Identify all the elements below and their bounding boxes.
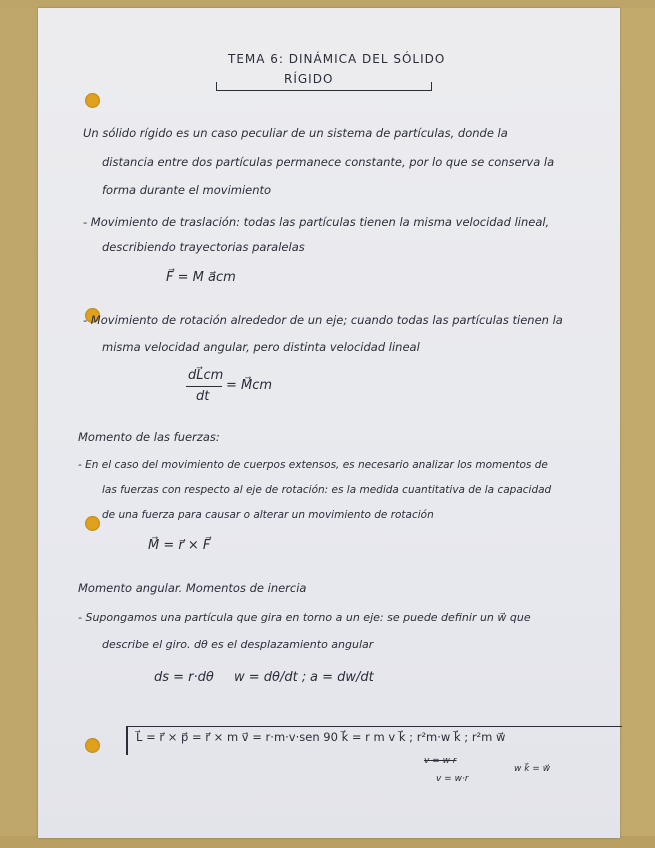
momento-fuerzas-line-1: - En el caso del movimiento de cuerpos extensos, es necesario analizar los momentos de [78, 459, 548, 471]
title-underline [216, 82, 432, 91]
punch-hole-3 [85, 516, 100, 531]
note-struck: v = w r [424, 756, 457, 766]
note-wk-w: w k⃗ = w⃗ [514, 764, 551, 774]
formula-rotacion-numerator: dL⃗cm [188, 368, 224, 383]
rotacion-line-1: - Movimiento de rotación alrededor de un eje; cuando todas las partículas tienen la [83, 313, 563, 327]
momento-angular-line-1: - Supongamos una partícula que gira en torno a un eje: se puede definir un w⃗ que [78, 611, 531, 624]
momento-fuerzas-heading: Momento de las fuerzas: [78, 430, 220, 444]
formula-momento-fuerzas: M⃗ = r⃗ × F⃗ [148, 538, 211, 553]
punch-hole-bottom [85, 738, 100, 753]
fraction-bar [186, 386, 222, 387]
traslacion-line-2: describiendo trayectorias paralelas [102, 240, 305, 254]
rotacion-line-2: misma velocidad angular, pero distinta velocidad lineal [102, 340, 420, 354]
formula-w: w = dθ/dt ; [234, 670, 307, 685]
momento-fuerzas-line-2: las fuerzas con respecto al eje de rotación: es la medida cuantitativa de la capacidad [102, 484, 552, 496]
intro-line-3: forma durante el movimiento [102, 183, 272, 197]
momento-angular-line-2: describe el giro. dθ es el desplazamiento angular [102, 638, 374, 651]
formula-angular-momentum: L⃗ = r⃗ × p⃗ = r⃗ × m v⃗ = r·m·v·sen 90 k⃗ = r m v k⃗ ; r²m·w k⃗ ; r²m w⃗ [136, 730, 506, 744]
formula-a: a = dw/dt [310, 670, 374, 685]
page-title-line2: RÍGIDO [284, 72, 334, 86]
paper-sheet [38, 8, 620, 838]
background-top [0, 0, 655, 8]
formula-rotacion-rhs: = M⃗cm [226, 378, 273, 393]
background-right [615, 0, 655, 848]
momento-angular-heading: Momento angular. Momentos de inercia [78, 581, 307, 595]
formula-rotacion-denominator: dt [196, 389, 210, 404]
note-v-w-r: v = w·r [436, 774, 469, 784]
page-title: TEMA 6: DINÁMICA DEL SÓLIDO [228, 52, 446, 66]
formula-ds: ds = r·dθ [154, 670, 214, 685]
traslacion-line-1: - Movimiento de traslación: todas las partículas tienen la misma velocidad lineal, [83, 215, 550, 229]
formula-traslacion: F⃗ = M a⃗cm [166, 270, 236, 285]
punch-hole-top [85, 93, 100, 108]
background-left [0, 0, 40, 848]
intro-line-1: Un sólido rígido es un caso peculiar de un sistema de partículas, donde la [83, 126, 508, 140]
momento-fuerzas-line-3: de una fuerza para causar o alterar un movimiento de rotación [102, 509, 434, 521]
intro-line-2: distancia entre dos partículas permanece constante, por lo que se conserva la [102, 155, 555, 169]
